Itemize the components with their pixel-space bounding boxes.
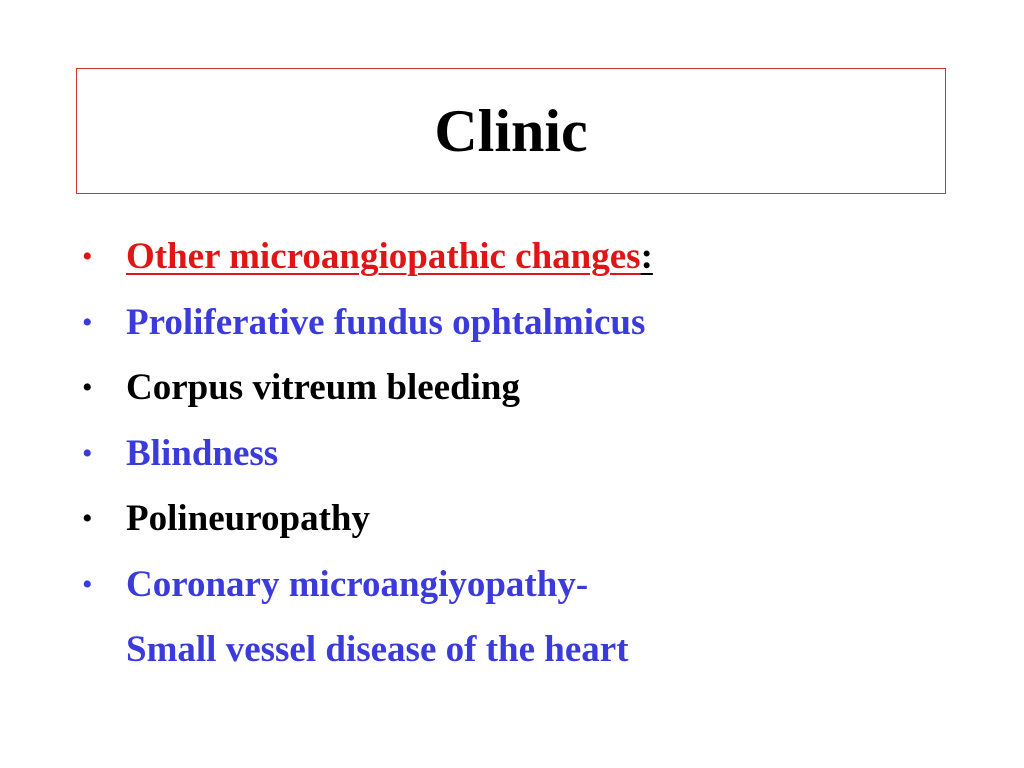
bullet-text: Corpus vitreum bleeding	[126, 367, 521, 408]
bullet-item-continuation	[82, 622, 982, 688]
bullet-item-blindness	[82, 426, 982, 492]
bullet-text-main: Other microangiopathic changes	[126, 236, 641, 277]
bullet-text: Blindness	[126, 432, 279, 474]
bullet-item-polineuropathy	[82, 491, 982, 557]
bullet-text: Polineuropathy	[126, 498, 370, 539]
bullet-item-coronary-microangiyopathy	[82, 557, 982, 623]
bullet-icon: •	[82, 502, 93, 535]
bullet-item-corpus-vitreum	[82, 360, 982, 426]
bullet-item-microangiopathic-changes	[82, 229, 982, 295]
slide-title: Clinic	[434, 98, 588, 164]
bullet-icon: •	[82, 567, 93, 601]
bullet-text: Coronary microangiyopathy-	[126, 563, 589, 605]
bullet-icon: •	[82, 371, 93, 404]
bullet-text	[126, 229, 653, 285]
title-box	[76, 68, 946, 194]
bullet-text-colon: :	[640, 236, 653, 277]
bullet-icon: •	[82, 436, 93, 470]
bullet-item-proliferative-fundus	[82, 295, 982, 361]
bullet-icon: •	[82, 240, 93, 273]
bullet-text: Small vessel disease of the heart	[126, 629, 629, 670]
bullet-list	[82, 229, 982, 688]
bullet-icon: •	[82, 305, 93, 339]
bullet-text: Proliferative fundus ophtalmicus	[126, 301, 646, 343]
